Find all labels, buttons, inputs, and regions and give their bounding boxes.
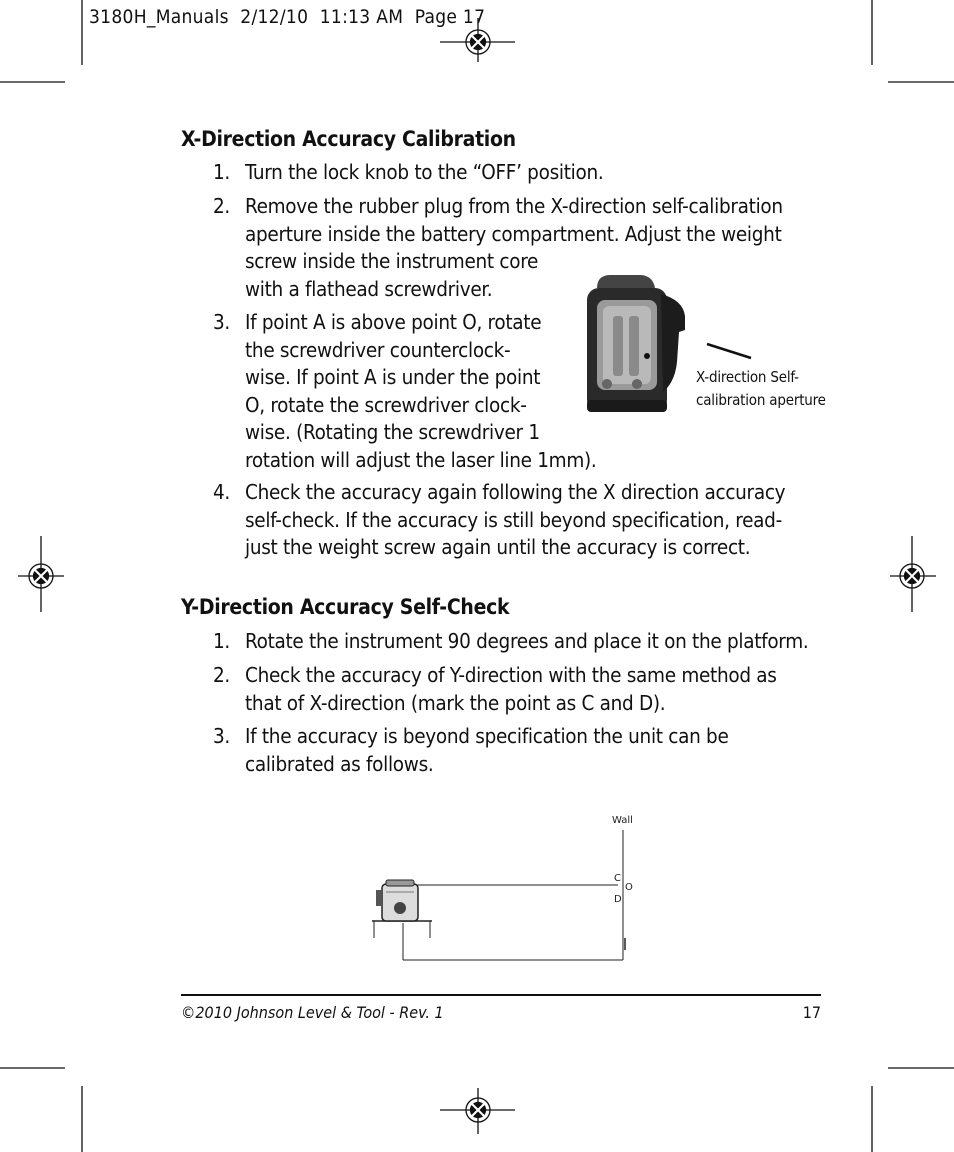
list-line: screw inside the instrument core [245,249,539,273]
list-line: with a flathead screwdriver. [245,276,493,301]
callout-line: calibration aperture [696,391,826,409]
laser-instrument-illustration [583,272,693,416]
print-slug: 3180H_Manuals 2/12/10 11:13 AM Page 17 [89,6,486,28]
list-item [213,159,603,187]
list-line: Turn the lock knob to the “OFF’ position. [245,160,604,184]
wall-setup-diagram [368,808,658,968]
list-item [213,479,785,562]
list-line: If point A is above point O, rotate [245,310,542,334]
list-item [213,628,808,656]
list-line: just the weight screw again until the accuracy is correct. [245,535,751,559]
footer-copyright: ©2010 Johnson Level & Tool - Rev. 1 [181,1003,444,1022]
page-number: 17 [802,1003,821,1022]
list-line: that of X-direction (mark the point as C and D). [245,690,666,715]
list-line: O, rotate the screwdriver clock- [245,392,527,417]
list-line: wise. If point A is under the point [245,365,541,389]
callout-leader-line [705,342,755,362]
list-line: aperture inside the battery compartment. Adjust the weight [245,221,782,246]
list-line: rotation will adjust the laser line 1mm). [245,447,597,472]
list-item [213,309,596,474]
point-d-label: D [614,894,622,905]
list-line: the screwdriver counterclock- [245,337,511,362]
list-item [213,723,729,778]
list-item [213,193,783,303]
list-line: Check the accuracy again following the X direction accuracy [245,480,786,504]
list-line: If the accuracy is beyond specification the unit can be [245,724,729,748]
list-number: 3. [213,310,230,334]
wall-label: Wall [612,815,633,826]
list-item [213,662,777,717]
list-line: Rotate the instrument 90 degrees and place it on the platform. [245,629,809,653]
point-c-label: C [614,873,621,884]
list-number: 2. [213,663,230,687]
instrument-icon [376,880,418,921]
list-line: wise. (Rotating the screwdriver 1 [245,420,540,444]
list-number: 4. [213,480,230,504]
callout-line: X-direction Self- [696,368,799,386]
list-line: self-check. If the accuracy is still beyond specification, read- [245,507,782,532]
aperture-callout [696,366,826,412]
section-title-y-self-check: Y-Direction Accuracy Self-Check [181,595,510,619]
list-number: 3. [213,724,230,748]
list-number: 1. [213,160,230,184]
footer-rule [181,994,821,996]
point-o-label: O [625,882,633,893]
list-number: 2. [213,194,230,218]
list-number: 1. [213,629,230,653]
list-line: calibrated as follows. [245,751,434,776]
list-line: Check the accuracy of Y-direction with the same method as [245,663,777,687]
section-title-x-calibration: X-Direction Accuracy Calibration [181,127,516,151]
list-line: Remove the rubber plug from the X-direction self-calibration [245,194,783,218]
